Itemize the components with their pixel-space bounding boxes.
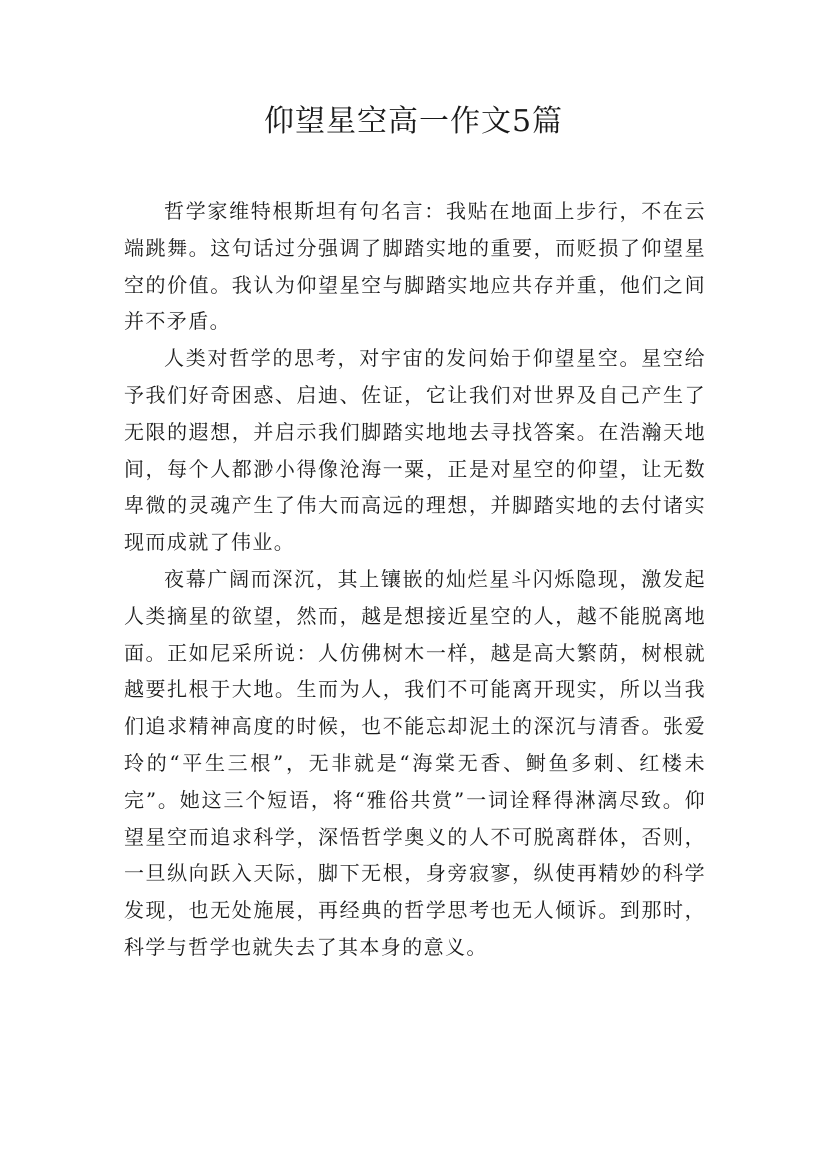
paragraph-1: 哲学家维特根斯坦有句名言：我贴在地面上步行，不在云端跳舞。这句话过分强调了脚踏实地的重要，而贬损了仰望星空的价值。我认为仰望星空与脚踏实地应共存并重，他们之间并不矛盾。	[124, 199, 706, 334]
paragraph-3: 夜幕广阔而深沉，其上镶嵌的灿烂星斗闪烁隐现，激发起人类摘星的欲望，然而，越是想接近星空的人，越不能脱离地面。正如尼采所说：人仿佛树木一样，越是高大繁荫，树根就越要扎根于大地。生而为人，我们不可能离开现实，所以当我们追求精神高度的时候，也不能忘却泥土的深沉与清香。张爱玲的“平生三根”，无非就是“海棠无香、鲥鱼多刺、红楼未完”。她这三个短语，将“雅俗共赏”一词诠释得淋漓尽致。仰望星空而追求科学，深悟哲学奥义的人不可脱离群体，否则，一旦纵向跃入天际，脚下无根，身旁寂寥，纵使再精妙的科学发现，也无处施展，再经典的哲学思考也无人倾诉。到那时，科学与哲学也就失去了其本身的意义。	[124, 566, 706, 959]
document-title: 仰望星空高一作文5篇	[263, 104, 564, 139]
document-body	[124, 193, 706, 966]
paragraph-2: 人类对哲学的思考，对宇宙的发问始于仰望星空。星空给予我们好奇困惑、启迪、佐证，它让我们对世界及自己产生了无限的遐想，并启示我们脚踏实地地去寻找答案。在浩瀚天地间，每个人都渺小得像沧海一粟，正是对星空的仰望，让无数卑微的灵魂产生了伟大而高远的理想，并脚踏实地的去付诸实现而成就了伟业。	[124, 346, 706, 555]
